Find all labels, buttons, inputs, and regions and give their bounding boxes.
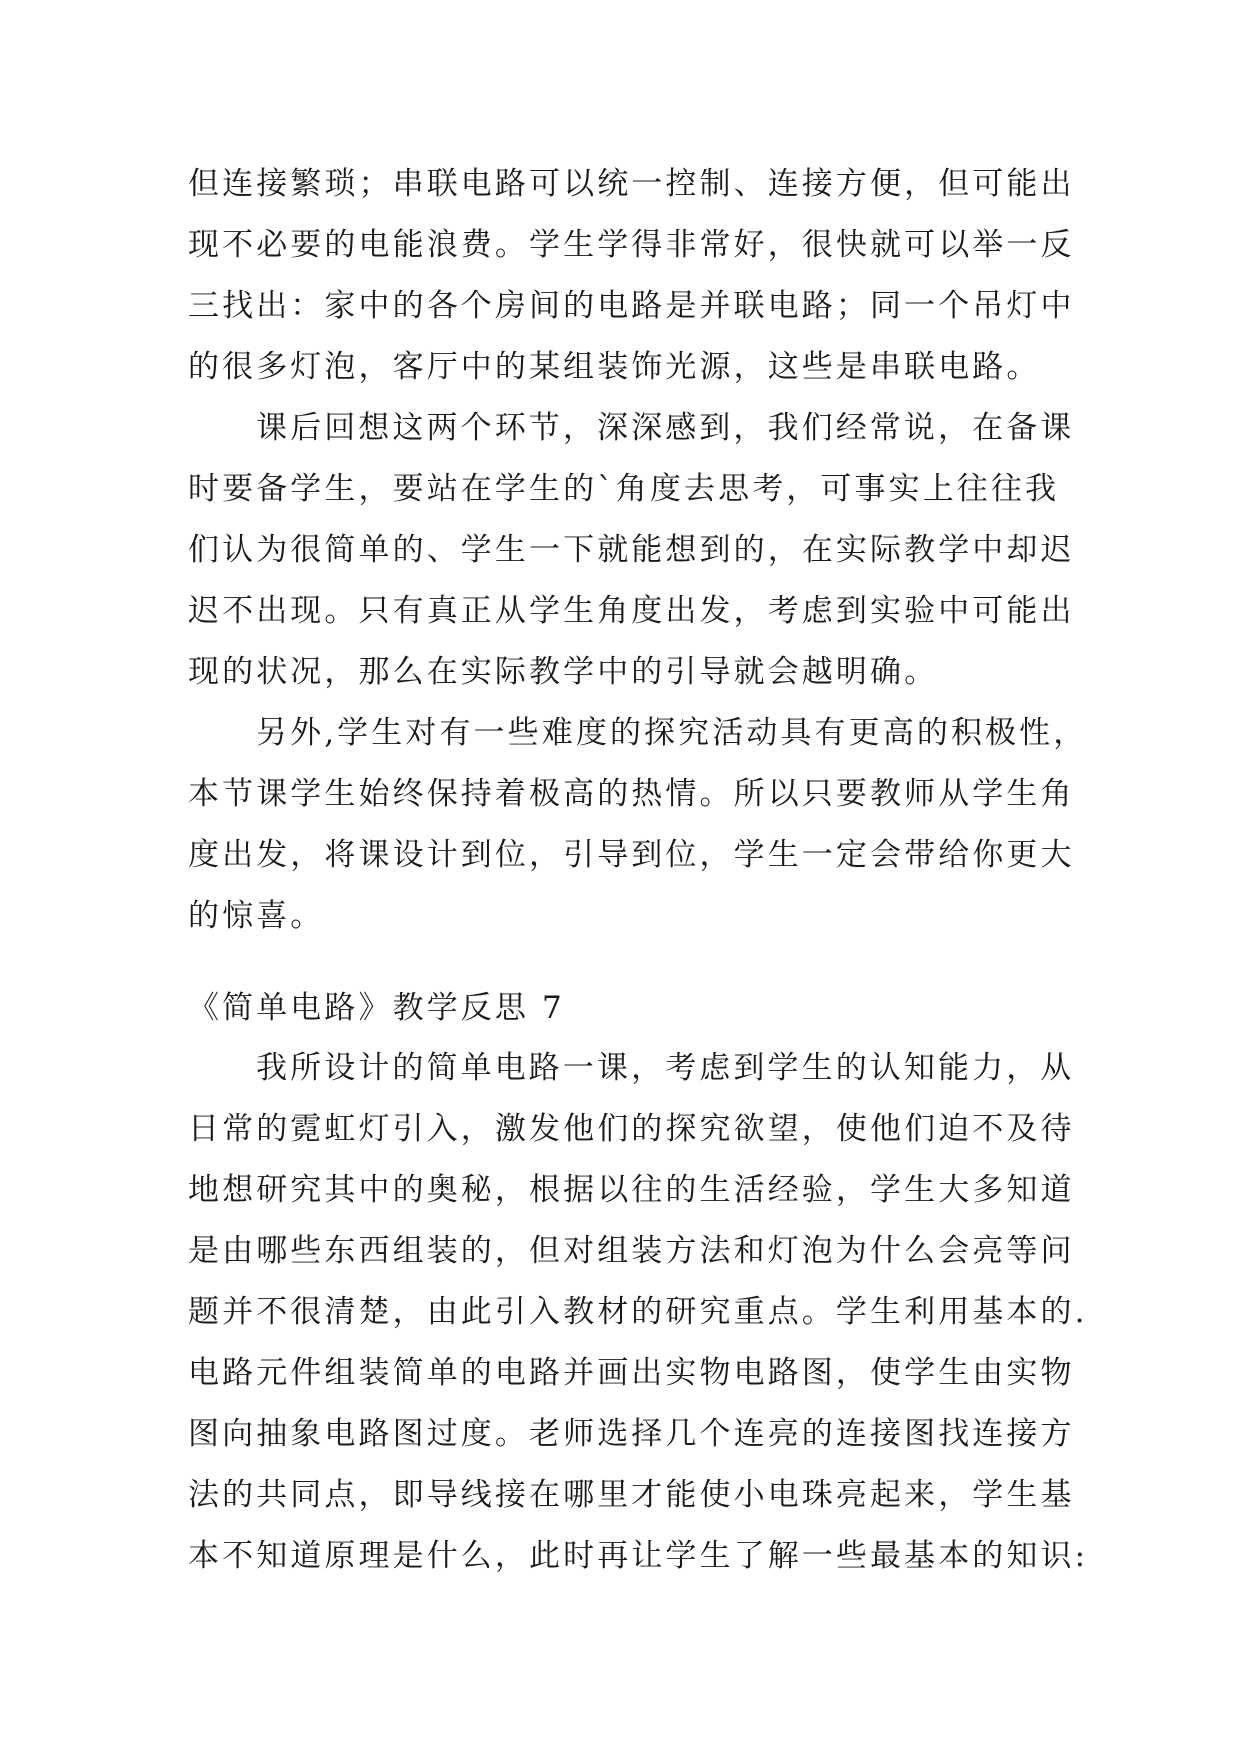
text-line: 的惊喜。 (188, 898, 325, 934)
text-line: 三找出：家中的各个房间的电路是并联电路；同一个吊灯中 (188, 288, 1075, 324)
text-line: 但连接繁琐；串联电路可以统一控制、连接方便，但可能出 (188, 166, 1075, 202)
text-line: 另外,学生对有一些难度的探究活动具有更高的积极性， (256, 715, 1088, 751)
text-line: 时要备学生，要站在学生的`角度去思考，可事实上往往我 (188, 471, 1060, 507)
text-line: 课后回想这两个环节，深深感到，我们经常说，在备课 (256, 410, 1075, 446)
text-line: 本节课学生始终保持着极高的热情。所以只要教师从学生角 (188, 776, 1075, 812)
text-line: 我所设计的简单电路一课，考虑到学生的认知能力，从 (256, 1050, 1075, 1086)
text-line: 现的状况，那么在实际教学中的引导就会越明确。 (188, 654, 939, 690)
text-line: 迟不出现。只有真正从学生角度出发，考虑到实验中可能出 (188, 593, 1075, 629)
text-line: 题并不很清楚，由此引入教材的研究重点。学生利用基本的. (188, 1294, 1088, 1330)
text-line: 们认为很简单的、学生一下就能想到的，在实际教学中却迟 (188, 532, 1075, 568)
text-line: 电路元件组装简单的电路并画出实物电路图，使学生由实物 (188, 1355, 1075, 1391)
section-heading (188, 978, 1054, 1039)
section-title: 《简单电路》教学反思 7 (188, 990, 565, 1026)
text-line: 本不知道原理是什么，此时再让学生了解一些最基本的知识: (188, 1538, 1089, 1574)
text-line: 是由哪些东西组装的，但对组装方法和灯泡为什么会亮等问 (188, 1233, 1075, 1269)
text-line: 图向抽象电路图过度。老师选择几个连亮的连接图找连接方 (188, 1416, 1075, 1452)
text-line: 度出发，将课设计到位，引导到位，学生一定会带给你更大 (188, 837, 1075, 873)
text-line: 地想研究其中的奥秘，根据以往的生活经验，学生大多知道 (188, 1172, 1075, 1208)
body-text-top (188, 154, 1088, 947)
text-line: 日常的霓虹灯引入，激发他们的探究欲望，使他们迫不及待 (188, 1111, 1075, 1147)
text-line: 法的共同点，即导线接在哪里才能使小电珠亮起来，学生基 (188, 1477, 1075, 1513)
body-text-section-7 (188, 1038, 1089, 1587)
text-line: 现不必要的电能浪费。学生学得非常好，很快就可以举一反 (188, 227, 1075, 263)
text-line: 的很多灯泡，客厅中的某组装饰光源，这些是串联电路。 (188, 349, 1041, 385)
